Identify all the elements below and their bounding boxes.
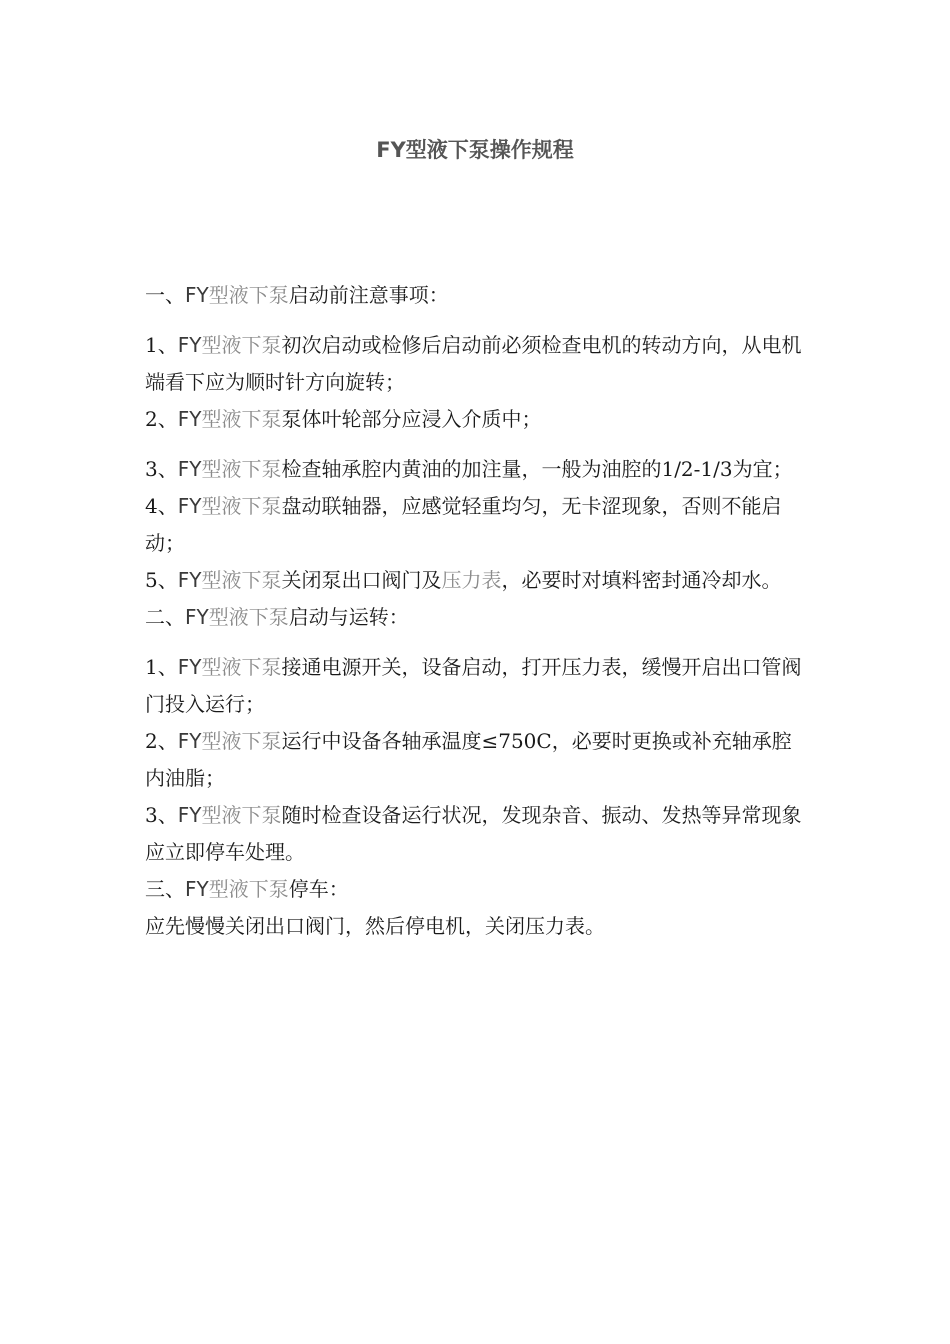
- item-product-name: 型液下泵: [201, 803, 282, 827]
- item-product-name: 型液下泵: [201, 333, 282, 357]
- item-fy: FY: [177, 803, 202, 827]
- item-text: 初次启动或检修后启动前必须检查电机的转动方向，从电机端看下应为顺时针方向旋转；: [145, 333, 802, 394]
- heading-text: 启动前注意事项：: [288, 283, 449, 307]
- list-item: [145, 451, 810, 488]
- section-body: 应先慢慢关闭出口阀门，然后停电机，关闭压力表。: [145, 914, 605, 938]
- heading-fy: FY: [185, 877, 209, 901]
- heading-number: 一、: [145, 283, 185, 307]
- item-fy: FY: [177, 729, 202, 753]
- heading-product-name: 型液下泵: [208, 283, 289, 307]
- item-product-name: 型液下泵: [201, 729, 282, 753]
- item-fy: FY: [177, 655, 202, 679]
- item-product-name: 型液下泵: [201, 407, 282, 431]
- item-number: 3、: [145, 803, 178, 827]
- item-fy: FY: [177, 568, 202, 592]
- heading-number: 二、: [145, 605, 185, 629]
- heading-number: 三、: [145, 877, 185, 901]
- item-text: 关闭泵出口阀门及: [281, 568, 442, 592]
- item-number: 1、: [145, 333, 178, 357]
- item-fy: FY: [177, 407, 202, 431]
- list-item: [145, 649, 810, 723]
- item-text: 泵体叶轮部分应浸入介质中；: [281, 407, 542, 431]
- list-item: [145, 327, 810, 401]
- item-number: 3、: [145, 457, 178, 481]
- item-number: 2、: [145, 729, 178, 753]
- section-heading-2: [145, 599, 810, 636]
- heading-fy: FY: [185, 283, 209, 307]
- item-text: 检查轴承腔内黄油的加注量，一般为油腔的1/2-1/3为宜；: [281, 457, 793, 481]
- list-item: [145, 562, 810, 599]
- item-product-name: 型液下泵: [201, 494, 282, 518]
- item-number: 4、: [145, 494, 178, 518]
- pressure-gauge-term: 压力表: [441, 568, 502, 592]
- item-number: 1、: [145, 655, 178, 679]
- document-title: FY型液下泵操作规程: [376, 138, 574, 162]
- heading-text: 停车：: [288, 877, 349, 901]
- item-text: ，必要时对填料密封通冷却水。: [501, 568, 782, 592]
- heading-product-name: 型液下泵: [208, 877, 289, 901]
- list-item: [145, 797, 810, 871]
- item-number: 2、: [145, 407, 178, 431]
- item-text: 盘动联轴器，应感觉轻重均匀，无卡涩现象，否则不能启动；: [145, 494, 782, 555]
- document-body: [145, 277, 810, 945]
- heading-fy: FY: [185, 605, 209, 629]
- list-item: [145, 401, 810, 438]
- heading-text: 启动与运转：: [288, 605, 409, 629]
- item-number: 5、: [145, 568, 178, 592]
- section-heading-3: [145, 871, 810, 908]
- item-product-name: 型液下泵: [201, 568, 282, 592]
- item-product-name: 型液下泵: [201, 457, 282, 481]
- item-text: 运行中设备各轴承温度≤750C，必要时更换或补充轴承腔内油脂；: [145, 729, 792, 790]
- list-item: [145, 488, 810, 562]
- item-text: 接通电源开关，设备启动，打开压力表，缓慢开启出口管阀门投入运行；: [145, 655, 802, 716]
- heading-product-name: 型液下泵: [208, 605, 289, 629]
- item-fy: FY: [177, 494, 202, 518]
- item-fy: FY: [177, 457, 202, 481]
- item-fy: FY: [177, 333, 202, 357]
- item-product-name: 型液下泵: [201, 655, 282, 679]
- item-text: 随时检查设备运行状况，发现杂音、振动、发热等异常现象应立即停车处理。: [145, 803, 802, 864]
- section-heading-1: [145, 277, 810, 314]
- list-item: [145, 723, 810, 797]
